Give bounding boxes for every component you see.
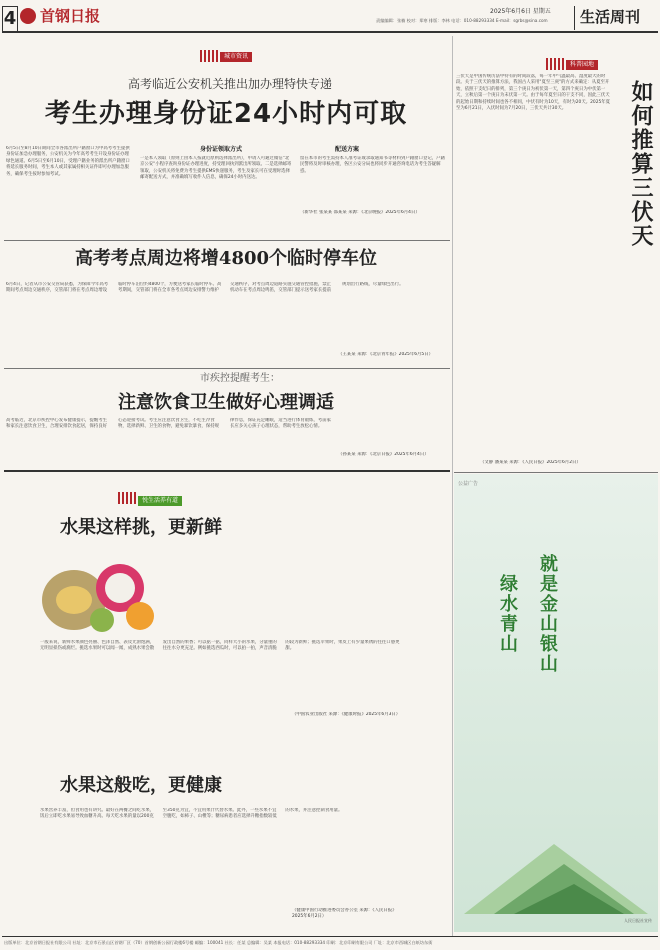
fruit-illustration — [40, 548, 160, 634]
ad-slogan-left: 绿水青山 — [497, 574, 518, 654]
article6-signature: （健康中国行动推进委员会办公室 来源：《人民日报》2025年6月2日） — [292, 908, 397, 920]
article1-title: 考生办理身份证24小时内可取 — [44, 99, 408, 129]
edition-title: 生活周刊 — [580, 8, 641, 26]
article2-title: 高考考点周边将增4800个临时停车位 — [74, 248, 378, 269]
kiwi-shape — [90, 608, 114, 632]
lower-section-rule — [4, 470, 450, 472]
science-kicker: 科普园地 — [566, 60, 598, 70]
footer-text: 出版单位：北京首钢日报社有限公司 社址：北京市石景山区首钢厂区（70）首钢创新公园行政楼6号楼 邮编：100041 社长：任某 总编辑：吴某 本报电话：010-88293334 印刷：北京印刷有限公司 厂址：北京市西城区白纸坊东街 — [4, 940, 433, 945]
page-number: 4 — [2, 6, 18, 32]
article1-col2: 一是本人领取（原则上由本人按就近原则选择派出所），申请人可通过微信"北京公安"小程序查询身份证办理进度，持受理回执到派出所领取。二是选择邮寄领取，公安机关将免费为考生提供EMS快递服务，考生及家长可在受理时选择邮寄配送方式，并准确填写收件人信息，确保24小时内送达。 — [140, 156, 292, 181]
header-meta: 责编编辑：张楠 校对：郑寒 排版：李林 电话：010-88293334 E-mail：sgrbs@sina.com — [376, 18, 548, 23]
ad-slogan-right: 就是金山银山 — [537, 554, 558, 674]
health-kicker: 悦生活养有道 — [138, 496, 182, 506]
newspaper-name: 首钢日报 — [40, 7, 101, 25]
article1-signature: （新华社 张某某 邵某某 来源：《北京晚报》2025年6月4日） — [300, 210, 420, 215]
city-kicker-icon — [200, 50, 218, 62]
article4-body: 三伏天是中国传统历法中特有的时间段落，每一年中气温最高、湿度最大的时段。关于三伏天的推算方法，我国古人采用"夏至三庚"的方式来确定：从夏至开始，依照干支纪日的排列，第三个庚日为初伏第一天，第四个庚日为中伏第一天，立秋后第一个庚日为末伏第一天。由于每年夏至日的干支不同，因此三伏天的起始日期和持续时间也各不相同，中伏有时为10天，有时为20天。2025年夏至为6月21日，入伏时间为7月20日，三伏天共计30天。 — [456, 74, 611, 112]
header-divider — [574, 6, 575, 30]
article1-subtitle: 高考临近公安机关推出加办理特快专递 — [127, 77, 332, 91]
ad-kicker: 公益广告 — [458, 481, 479, 487]
article1-subhead-right: 配送方案 — [335, 146, 360, 153]
article3-signature: （孙某某 来源：《北京日报》2025年6月4日） — [338, 452, 429, 457]
durian-flesh — [56, 586, 92, 614]
article2-signature: （王某某 来源：《北京青年报》2025年6月5日） — [338, 352, 433, 357]
article3-tagline: 市疾控提醒考生： — [200, 373, 280, 384]
article2-body: 6月4日，记者从市公安交管局获悉，为保障今年高考期间考点周边交通秩序，交管部门将在考点周边增设临时停车泊位约4800个，方便送考家长临时停车。高考期间，交管部门将在全市各考点周边安排警力维护交通秩序，对考点周边道路实施交通管控措施，禁止机动车在考点周边鸣笛，交管部门提示送考家长提前规划出行路线，尽量绿色出行。 — [6, 282, 404, 294]
article5-title: 水果这样挑，更新鲜 — [60, 517, 222, 538]
orange-shape — [126, 602, 154, 630]
header-rule — [2, 31, 658, 33]
article3-body: 高考临近，北京市疾控中心发布健康提示，提醒考生和家长注意饮食卫生，合理安排饮食起居，保持良好心态迎接考试。考生应注意饮食卫生，不吃生冷食物，选择新鲜、卫生的食物，避免暴饮暴食，保持规律作息，保证充足睡眠，适当进行体育锻炼，考前家长应多关心孩子心理状态，帮助考生放松心情。 — [6, 418, 331, 430]
science-kicker-icon — [546, 58, 564, 70]
header-date: 2025年6月6日 星期五 — [490, 8, 551, 15]
article1-col3: 留在本市的考生需持本人准考证或录取通知书等材料到户籍窗口登记，户籍民警将及时审核办理，各区公安分局也将同步开通咨询电话为考生答疑解惑。 — [300, 156, 445, 174]
public-ad-panel — [454, 474, 658, 932]
article5-body: 一般来说，新鲜水果颜色亮丽、色泽自然、表皮光滑饱满，无明显损伤或腐烂。挑选水果时可以闻一闻，成熟水果会散发出自然的果香；可以掂一掂，同样大小的水果，分量重的往往水分更充足。例如挑选西瓜时，可以拍一拍，声音清脆的较为新鲜；挑选苹果时，果皮上有少量果锈的往往口感更甜。 — [40, 640, 400, 652]
right-column-divider — [452, 36, 453, 936]
article4-signature: （文静 潘某某 来源：《人民日报》2025年6月2日） — [480, 460, 581, 465]
newspaper-logo — [20, 8, 36, 24]
article3-title: 注意饮食卫生做好心理调适 — [118, 392, 334, 413]
article6-title: 水果这般吃，更健康 — [60, 775, 222, 796]
article5-signature: （中国农业出版社 来源：《健康时报》2025年6月3日） — [292, 712, 401, 717]
article2-bottom-rule — [4, 368, 450, 369]
ad-credit: 人民日报社宣传 — [624, 918, 652, 923]
article1-subhead-left: 身份证领取方式 — [200, 146, 243, 153]
dragonfruit-flesh — [105, 573, 135, 603]
city-kicker: 城市资讯 — [220, 52, 252, 62]
article4-title: 如何推算三伏天 — [628, 80, 654, 248]
article4-bottom-rule — [454, 472, 658, 473]
footer-rule — [2, 936, 658, 937]
ad-mountain-fan — [454, 824, 658, 924]
article1-col1: 6月5日至8月10日期间全市各派出所户籍窗口为中高考考生提供身份证加急办理服务，公安机关为今年高考考生开设身份证办理绿色通道。6月5日至6月10日，受理户籍业务的派出所户籍窗口将延长服务时间，考生本人或其家属持相关证件即可办理加急服务，确保考生按时参加考试。 — [6, 146, 130, 177]
article1-bottom-rule — [4, 240, 450, 241]
health-kicker-icon — [118, 492, 136, 504]
article6-body: 水果营养丰富，但食用也有讲究。最好在两餐之间吃水果，饭后立即吃水果易导致血糖升高。每天吃水果的量以200克至350克为宜，不宜用果汁代替水果。此外，一些水果不宜空腹吃，如柿子、山楂等；糖尿病患者应选择升糖指数较低的水果，并注意控制食用量。 — [40, 808, 343, 820]
